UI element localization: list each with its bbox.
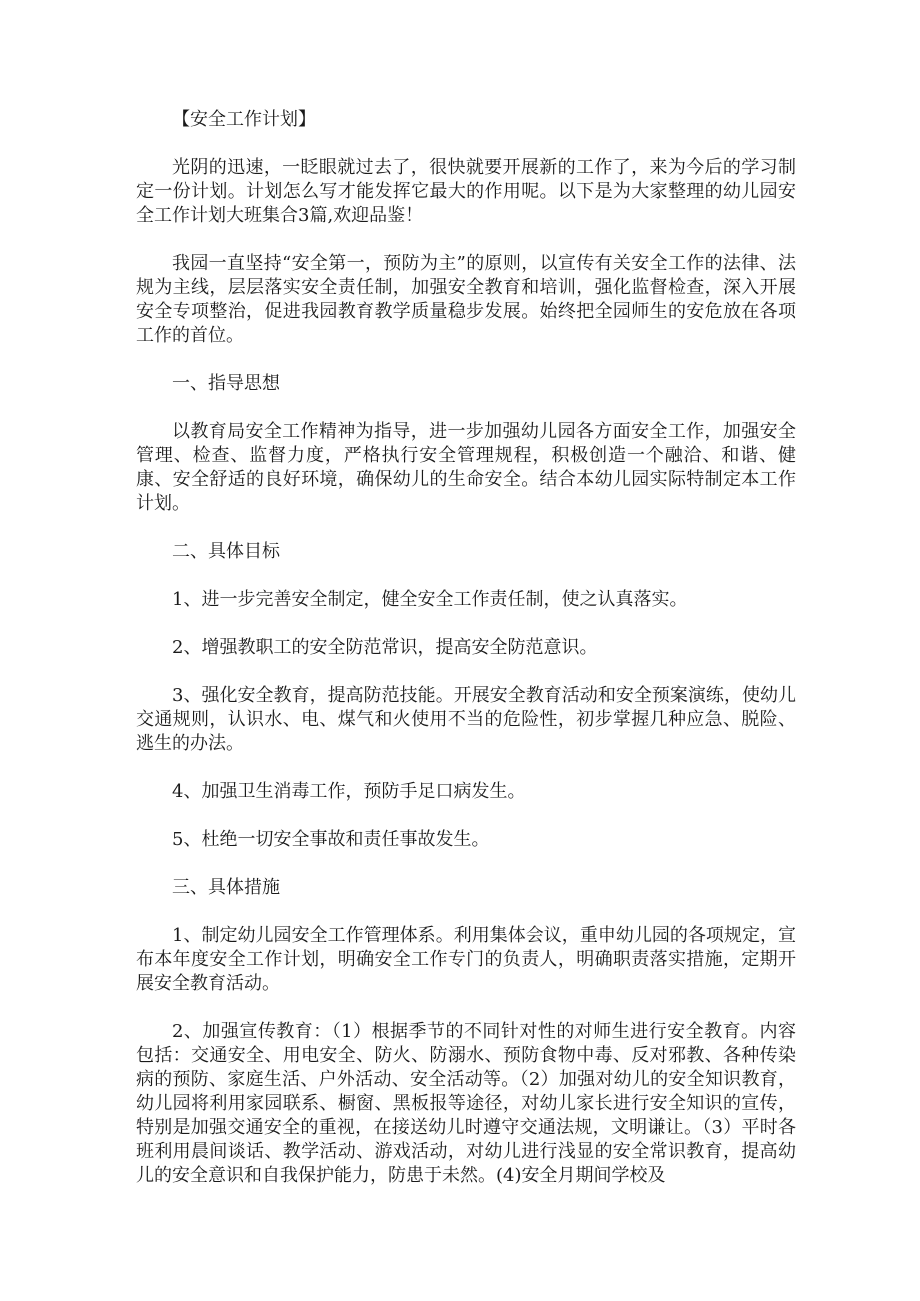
paragraph-guiding-thought: 以教育局安全工作精神为指导，进一步加强幼儿园各方面安全工作，加强安全管理、检查、监督力度，严格执行安全管理规程，积极创造一个融洽、和谐、健康、安全舒适的良好环境，确保幼儿的生命安全。结合本幼儿园实际特制定本工作计划。 (136, 421, 796, 514)
document-title: 【安全工作计划】 (172, 109, 316, 130)
goal-item-4: 4、加强卫生消毒工作，预防手足口病发生。 (172, 781, 526, 802)
goal-item-1: 1、进一步完善安全制定，健全安全工作责任制，使之认真落实。 (172, 589, 688, 610)
goal-item-2: 2、增强教职工的安全防范常识，提高安全防范意识。 (172, 637, 598, 658)
measure-item-1: 1、制定幼儿园安全工作管理体系。利用集体会议，重申幼儿园的各项规定，宣布本年度安全工作计划，明确安全工作专门的负责人，明确职责落实措施，定期开展安全教育活动。 (136, 925, 796, 994)
paragraph-principle: 我园一直坚持“安全第一，预防为主”的原则，以宣传有关安全工作的法律、法规为主线，层层落实安全责任制，加强安全教育和培训，强化监督检查，深入开展安全专项整治，促进我园教育教学质量稳步发展。始终把全园师生的安危放在各项工作的首位。 (136, 253, 796, 346)
paragraph-intro: 光阴的迅速，一眨眼就过去了，很快就要开展新的工作了，来为今后的学习制定一份计划。计划怎么写才能发挥它最大的作用呢。以下是为大家整理的幼儿园安全工作计划大班集合3篇,欢迎品鉴！ (136, 157, 796, 226)
goal-item-5: 5、杜绝一切安全事故和责任事故发生。 (172, 829, 490, 850)
measure-item-2: 2、加强宣传教育：（1）根据季节的不同针对性的对师生进行安全教育。内容包括：交通安全、用电安全、防火、防溺水、预防食物中毒、反对邪教、各种传染病的预防、家庭生活、户外活动、安全活动等。（2）加强对幼儿的安全知识教育，幼儿园将利用家园联系、橱窗、黑板报等途径，对幼儿家长进行安全知识的宣传，特别是加强交通安全的重视，在接送幼儿时遵守交通法规，文明谦让。（3）平时各班利用晨间谈话、教学活动、游戏活动，对幼儿进行浅显的安全常识教育，提高幼儿的安全意识和自我保护能力，防患于未然。(4)安全月期间学校及 (136, 1021, 796, 1186)
section-heading-guiding-thought: 一、指导思想 (172, 373, 280, 394)
goal-item-3: 3、强化安全教育，提高防范技能。开展安全教育活动和安全预案演练，使幼儿交通规则，认识水、电、煤气和火使用不当的危险性，初步掌握几种应急、脱险、逃生的办法。 (136, 685, 796, 754)
section-heading-specific-goals: 二、具体目标 (172, 541, 280, 562)
section-heading-specific-measures: 三、具体措施 (172, 877, 280, 898)
